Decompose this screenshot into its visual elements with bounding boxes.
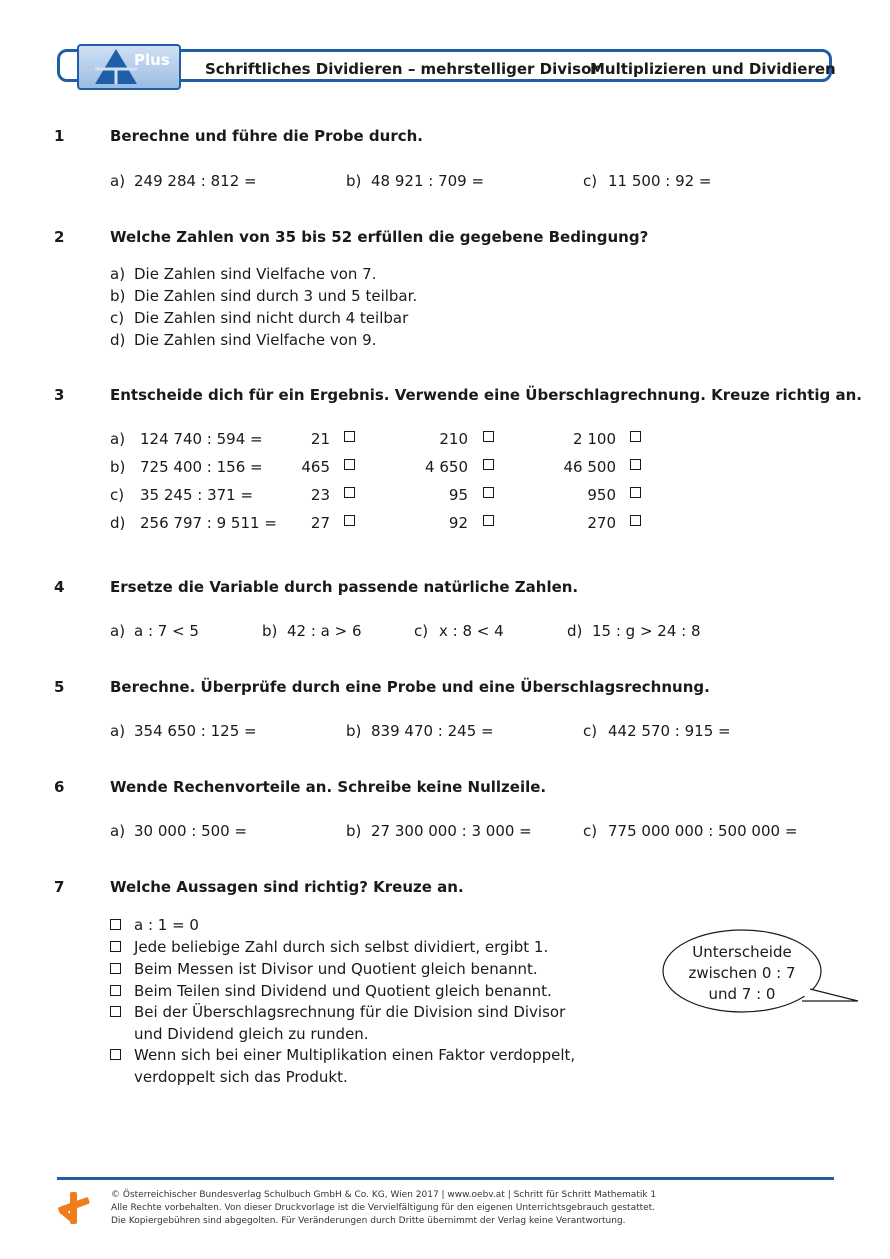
page-title: Schriftliches Dividieren – mehrstelliger Divisor: [205, 60, 599, 78]
statement-text: Beim Teilen sind Dividend und Quotient gleich benannt.: [134, 982, 552, 1000]
item-text: 775 000 000 : 500 000 =: [608, 822, 798, 840]
item-text: x : 8 < 4: [439, 622, 504, 640]
option-value: 950: [587, 486, 616, 504]
row-expression: 256 797 : 9 511 =: [140, 514, 277, 532]
task-number: 5: [54, 678, 65, 696]
option-value: 21: [310, 430, 330, 448]
item-label: d): [110, 331, 126, 349]
option-checkbox[interactable]: [344, 515, 355, 526]
task-question: Ersetze die Variable durch passende natürliche Zahlen.: [110, 578, 579, 596]
item-label: c): [414, 622, 429, 640]
bubble-line: und 7 : 0: [708, 985, 776, 1003]
item-label: c): [583, 722, 598, 740]
statement-text: verdoppelt sich das Produkt.: [134, 1068, 348, 1086]
footer-line: Die Kopiergebühren sind abgegolten. Für Veränderungen durch Dritte übernimmt der Verlag keine Verantwortung.: [111, 1216, 626, 1226]
item-text: 11 500 : 92 =: [608, 172, 712, 190]
statement-checkbox[interactable]: [110, 1049, 121, 1060]
option-value: 2 100: [573, 430, 616, 448]
statement-checkbox[interactable]: [110, 1006, 121, 1017]
speech-bubble-text: [662, 942, 822, 1005]
option-value: 465: [301, 458, 330, 476]
option-checkbox[interactable]: [630, 459, 641, 470]
item-label: b): [262, 622, 278, 640]
item-text: 15 : g > 24 : 8: [592, 622, 701, 640]
item-text: 48 921 : 709 =: [371, 172, 485, 190]
task-question: Wende Rechenvorteile an. Schreibe keine Nullzeile.: [110, 778, 547, 796]
item-text: 839 470 : 245 =: [371, 722, 494, 740]
footer-copyright: [111, 1189, 656, 1228]
task-number: 6: [54, 778, 65, 796]
row-expression: 725 400 : 156 =: [140, 458, 263, 476]
item-label: c): [583, 172, 598, 190]
footer-rule: [57, 1177, 834, 1180]
option-checkbox[interactable]: [483, 431, 494, 442]
option-checkbox[interactable]: [483, 515, 494, 526]
row-expression: 35 245 : 371 =: [140, 486, 254, 504]
statement-checkbox[interactable]: [110, 963, 121, 974]
option-value: 95: [448, 486, 468, 504]
item-text: Die Zahlen sind Vielfache von 9.: [134, 331, 377, 349]
item-label: a): [110, 265, 126, 283]
statement-text: Jede beliebige Zahl durch sich selbst dividiert, ergibt 1.: [134, 938, 549, 956]
statement-text: Bei der Überschlagsrechnung für die Division sind Divisor: [134, 1003, 566, 1021]
option-value: 4 650: [425, 458, 468, 476]
option-value: 46 500: [563, 458, 616, 476]
statement-checkbox[interactable]: [110, 941, 121, 952]
footer-line: Alle Rechte vorbehalten. Von dieser Druckvorlage ist die Vervielfältigung für den eigenen Unterrichtsgebrauch gestattet.: [111, 1203, 656, 1213]
item-text: 354 650 : 125 =: [134, 722, 257, 740]
publisher-logo-icon: [56, 1190, 92, 1226]
task-number: 2: [54, 228, 65, 246]
option-checkbox[interactable]: [483, 459, 494, 470]
task-number: 1: [54, 127, 65, 145]
logo-label: Plus: [134, 51, 170, 69]
item-text: 30 000 : 500 =: [134, 822, 248, 840]
item-label: b): [346, 822, 362, 840]
bubble-line: zwischen 0 : 7: [688, 964, 796, 982]
footer-line: © Österreichischer Bundesverlag Schulbuch GmbH & Co. KG, Wien 2017 | www.oebv.at | Schritt für Schritt Mathematik 1: [111, 1190, 657, 1200]
statement-text: Beim Messen ist Divisor und Quotient gleich benannt.: [134, 960, 538, 978]
item-label: a): [110, 722, 126, 740]
task-number: 7: [54, 878, 65, 896]
item-label: d): [567, 622, 583, 640]
option-checkbox[interactable]: [630, 515, 641, 526]
bubble-line: Unterscheide: [692, 943, 792, 961]
item-label: a): [110, 622, 126, 640]
option-checkbox[interactable]: [630, 487, 641, 498]
topic-title: Multiplizieren und Dividieren: [590, 60, 836, 78]
statement-text: Wenn sich bei einer Multiplikation einen Faktor verdoppelt,: [134, 1046, 576, 1064]
item-text: 442 570 : 915 =: [608, 722, 731, 740]
item-label: c): [583, 822, 598, 840]
task-question: Berechne und führe die Probe durch.: [110, 127, 424, 145]
statement-checkbox[interactable]: [110, 985, 121, 996]
row-label: d): [110, 514, 126, 532]
item-label: a): [110, 172, 126, 190]
item-text: 42 : a > 6: [287, 622, 362, 640]
item-label: b): [346, 172, 362, 190]
plus-logo: [77, 44, 181, 90]
item-text: Die Zahlen sind Vielfache von 7.: [134, 265, 377, 283]
statement-text: und Dividend gleich zu runden.: [134, 1025, 369, 1043]
task-number: 4: [54, 578, 65, 596]
task-question: Entscheide dich für ein Ergebnis. Verwende eine Überschlagrechnung. Kreuze richtig an.: [110, 386, 863, 404]
option-value: 210: [439, 430, 468, 448]
option-checkbox[interactable]: [630, 431, 641, 442]
task-number: 3: [54, 386, 65, 404]
item-text: 27 300 000 : 3 000 =: [371, 822, 532, 840]
item-text: 249 284 : 812 =: [134, 172, 257, 190]
option-checkbox[interactable]: [344, 487, 355, 498]
option-checkbox[interactable]: [344, 459, 355, 470]
item-text: Die Zahlen sind durch 3 und 5 teilbar.: [134, 287, 418, 305]
option-value: 92: [448, 514, 468, 532]
option-checkbox[interactable]: [483, 487, 494, 498]
item-label: b): [346, 722, 362, 740]
statement-checkbox[interactable]: [110, 919, 121, 930]
row-expression: 124 740 : 594 =: [140, 430, 263, 448]
option-value: 270: [587, 514, 616, 532]
row-label: c): [110, 486, 125, 504]
task-question: Welche Aussagen sind richtig? Kreuze an.: [110, 878, 464, 896]
option-value: 27: [310, 514, 330, 532]
item-text: Die Zahlen sind nicht durch 4 teilbar: [134, 309, 409, 327]
row-label: b): [110, 458, 126, 476]
option-value: 23: [310, 486, 330, 504]
item-text: a : 7 < 5: [134, 622, 199, 640]
row-label: a): [110, 430, 126, 448]
item-label: b): [110, 287, 126, 305]
task-question: Berechne. Überprüfe durch eine Probe und eine Überschlagsrechnung.: [110, 678, 710, 696]
item-label: c): [110, 309, 125, 327]
task-question: Welche Zahlen von 35 bis 52 erfüllen die gegebene Bedingung?: [110, 228, 649, 246]
item-label: a): [110, 822, 126, 840]
option-checkbox[interactable]: [344, 431, 355, 442]
statement-text: a : 1 = 0: [134, 916, 199, 934]
